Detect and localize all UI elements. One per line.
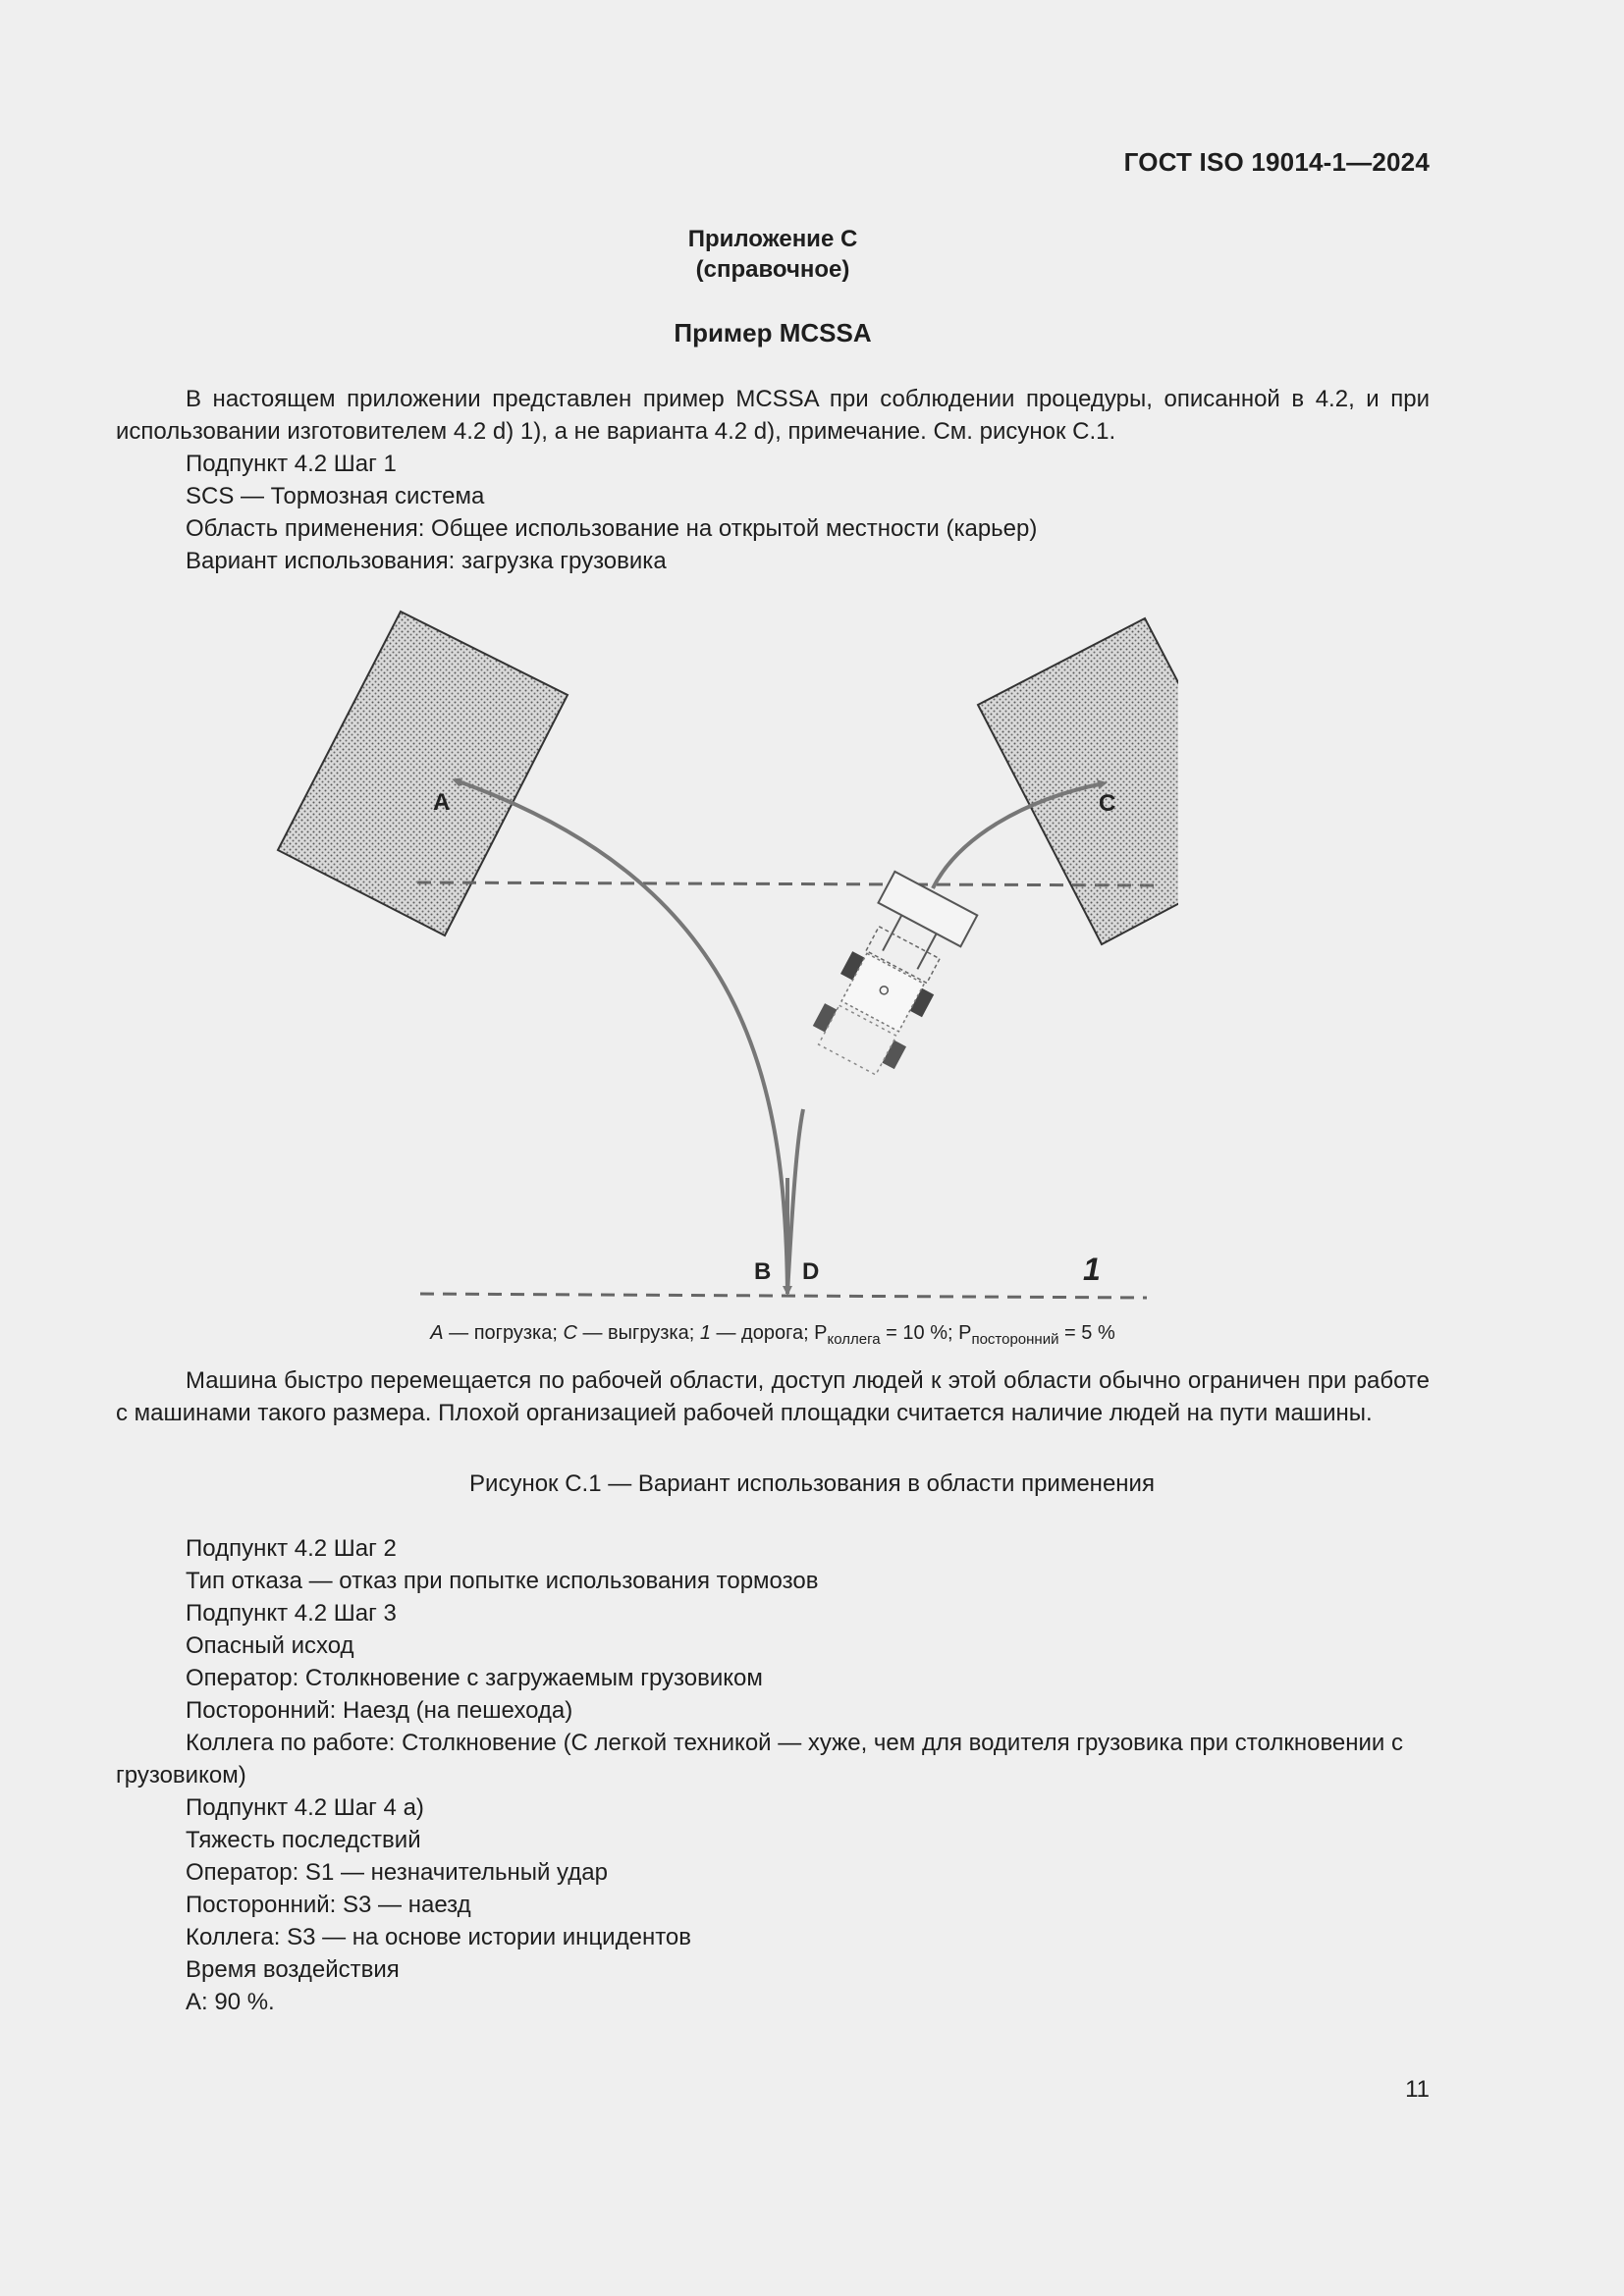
unloading-area-c-shape <box>978 618 1178 944</box>
label-d: D <box>802 1258 820 1285</box>
step-line: Время воздействия <box>186 1956 400 1983</box>
figure-c1-diagram <box>265 604 1178 1310</box>
legend-a-text: — погрузка; <box>443 1322 564 1344</box>
legend-a: A <box>430 1322 444 1344</box>
step-line: Оператор: S1 — незначительный удар <box>186 1859 608 1886</box>
steps-section <box>116 1532 1430 2018</box>
legend-road: 1 <box>699 1322 711 1344</box>
annex-title <box>0 224 1545 285</box>
step-line: Посторонний: Наезд (на пешехода) <box>186 1697 573 1724</box>
intro-line: Область применения: Общее использование на открытой местности (карьер) <box>186 515 1038 542</box>
label-a: A <box>433 789 451 816</box>
legend-end: = 5 % <box>1058 1322 1115 1344</box>
legend-sub-bystander: посторонний <box>971 1331 1059 1348</box>
step-line: Оператор: Столкновение с загружаемым грузовиком <box>186 1665 763 1691</box>
figure-note: Машина быстро перемещается по рабочей области, доступ людей к этой области обычно ограничен при работе с машинами такого размера. Плохой организацией рабочей площадки считается наличие людей на пути машины. <box>116 1367 1430 1426</box>
upper-dashed-line <box>417 882 1159 885</box>
label-c: C <box>1099 790 1116 817</box>
annex-heading: Пример MCSSA <box>674 318 872 347</box>
label-road: 1 <box>1083 1252 1101 1287</box>
legend-mid: = 10 %; P <box>880 1322 972 1344</box>
intro-paragraph: В настоящем приложении представлен пример MCSSA при соблюдении процедуры, описанной в 4.2, и при использовании изготовителем 4.2 d) 1), а не варианта 4.2 d), примечание. См. рисунок С.1. <box>116 386 1430 445</box>
annex-label: Приложение С <box>687 226 858 252</box>
annex-type: (справочное) <box>695 256 850 283</box>
intro-line: Вариант использования: загрузка грузовика <box>186 548 667 574</box>
colleague-line: Коллега по работе: Столкновение (С легкой техникой — хуже, чем для водителя грузовика при столкновении с грузовиком) <box>116 1730 1404 1789</box>
step-line: Подпункт 4.2 Шаг 2 <box>186 1535 397 1562</box>
intro-section <box>116 383 1430 577</box>
figure-note-section <box>116 1364 1430 1429</box>
legend-c: C <box>563 1322 577 1344</box>
label-b: B <box>754 1258 772 1285</box>
step-line: Коллега: S3 — на основе истории инцидентов <box>186 1924 692 1950</box>
step-line: Подпункт 4.2 Шаг 4 а) <box>186 1794 424 1821</box>
step-line: Посторонний: S3 — наезд <box>186 1892 471 1918</box>
standard-code: ГОСТ ISO 19014-1—2024 <box>1123 147 1430 177</box>
figure-legend <box>0 1322 1545 1348</box>
figure-caption: Рисунок С.1 — Вариант использования в области применения <box>469 1470 1155 1497</box>
intro-line: Подпункт 4.2 Шаг 1 <box>186 451 397 477</box>
legend-road-text: — дорога; P <box>710 1322 828 1344</box>
road-dashed-line <box>420 1294 1147 1298</box>
step-line: Опасный исход <box>186 1632 354 1659</box>
path-to-a <box>456 780 787 1294</box>
step-line: Тяжесть последствий <box>186 1827 421 1853</box>
legend-c-text: — выгрузка; <box>576 1322 700 1344</box>
loading-area-a <box>278 612 568 935</box>
path-from-d <box>787 1109 803 1294</box>
wheel-loader <box>806 872 977 1082</box>
step-line: Тип отказа — отказ при попытке использования тормозов <box>186 1568 819 1594</box>
page-number: 11 <box>1405 2076 1430 2103</box>
step-line: А: 90 %. <box>186 1989 275 2015</box>
step-line: Подпункт 4.2 Шаг 3 <box>186 1600 397 1627</box>
intro-line: SCS — Тормозная система <box>186 483 485 509</box>
legend-sub-colleague: коллега <box>827 1331 881 1348</box>
